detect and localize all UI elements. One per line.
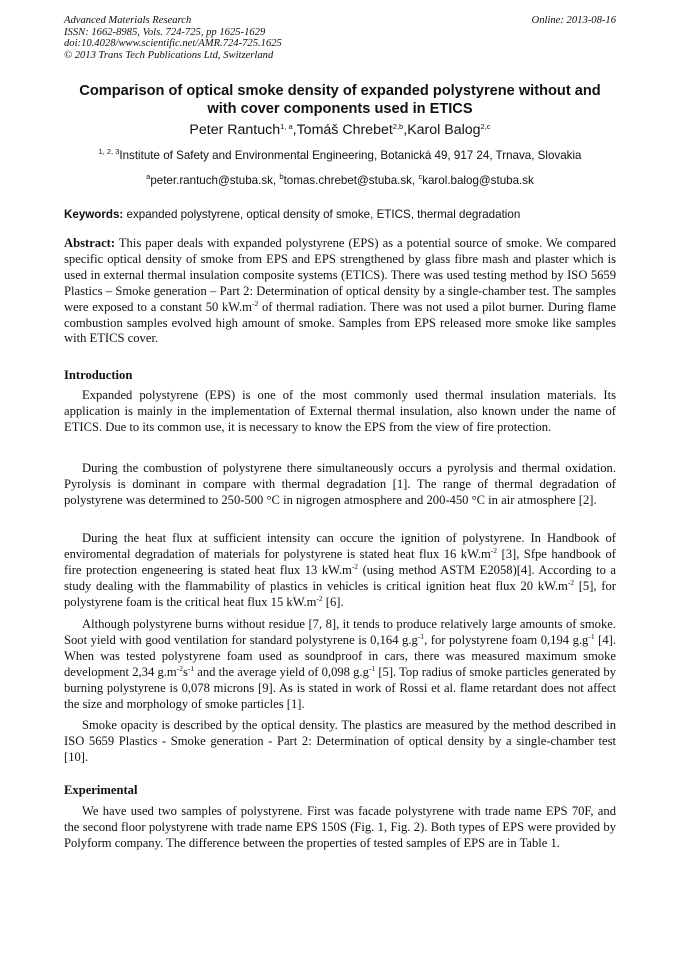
email-link[interactable]: karol.balog@stuba.sk: [422, 174, 534, 187]
paragraph-text: (using method ASTM E2058)[4]. According to a study dealing with the flammability of plastics in vehicles is critical ignition heat flux 20 kW.m: [64, 562, 616, 593]
paragraph-text: During the combustion of polystyrene there simultaneously occurs a pyrolysis and thermal oxidation. Pyrolysis is dominant in compare with thermal degradation [1]. The range of thermal degradation of polystyrene was determined to 250-500 °C in nigrogen atmosphere and 200-450 °C in air atmosphere [2].: [64, 461, 616, 507]
superscript: -2: [176, 663, 183, 673]
keywords: [64, 208, 616, 222]
superscript: -2: [316, 593, 323, 603]
paragraph-text: We have used two samples of polystyrene. First was facade polystyrene with trade name EPS 70F, and the second floor polystyrene with trade name EPS 150S (Fig. 1, Fig. 2). Both types of EPS were provided by Polyform company. The difference between the properties of tested samples of EPS are in Table 1.: [64, 804, 616, 850]
paragraph-text: , for polystyrene foam 0,194 g.g: [424, 632, 589, 647]
author-name: Peter Rantuch: [189, 122, 281, 138]
superscript: -1: [368, 663, 376, 673]
journal-name: Advanced Materials Research: [64, 15, 192, 26]
affiliation: [64, 149, 616, 163]
email-sup: b: [279, 172, 284, 181]
abstract: [64, 236, 616, 347]
email-sup: a: [146, 172, 151, 181]
abstract-text: This paper deals with expanded polystyrene (EPS) as a potential source of smoke. We compared specific optical density of smoke from EPS and EPS strengthened by glass fibre mash and plaster which is used in external thermal insulation composite systems (ETICS). There was used testing method by ISO 5659 Plastics – Smoke generation – Part 2: Determination of optical density by a single-chamber test. The samples were exposed to a constant 50 kW.m: [64, 236, 616, 314]
section-heading-experimental: Experimental: [64, 783, 138, 797]
paragraph-text: [5]. Top radius of smoke particles generated by burning polystyrene is 0,078 microns [9]. As is stated in work of Rossi et al. flame retardant does not affect the size and morphology of smoke particles [1].: [64, 664, 616, 711]
author-name: Karol Balog: [407, 122, 481, 138]
paragraph-text: [6].: [322, 594, 344, 609]
paragraph-text: and the average yield of 0,098 g.g: [194, 664, 369, 679]
experimental-paragraph-1: [64, 804, 616, 852]
introduction-paragraph-2: [64, 461, 616, 509]
copyright-line: © 2013 Trans Tech Publications Ltd, Switzerland: [64, 49, 274, 61]
journal-header: [64, 15, 616, 61]
online-date: Online: 2013-08-16: [531, 15, 616, 26]
affiliation-sup: 1, 2, 3: [98, 147, 120, 156]
paragraph-text: During the heat flux at sufficient intensity can occure the ignition of polystyrene. In Handbook of enviromental degradation of materials for polystyrene is stated heat flux 16 kW.m: [64, 531, 616, 561]
paragraph-text: s: [182, 664, 188, 679]
superscript: -2: [567, 577, 575, 587]
email-list: $^a$peter.rantuch@stuba.sk, $^b$tomas.chrebet@stuba.sk, $^c$karol.balog@stuba.sk: [146, 172, 534, 187]
author-name: Tomáš Chrebet: [296, 122, 393, 138]
introduction-paragraph-1: [64, 388, 616, 436]
affiliation-text: Institute of Safety and Environmental Engineering, Botanická 49, 917 24, Trnava, Slovakia: [119, 149, 582, 162]
superscript: -1: [187, 663, 195, 673]
paragraph-text: [3], Sfpe handbook of fire protection engeneering is stated heat flux 13 kW.m: [64, 546, 616, 577]
author-sup: 1, a: [280, 122, 293, 131]
introduction-paragraph-3: [64, 531, 616, 611]
superscript: -2: [490, 545, 498, 555]
keywords-label: Keywords:: [64, 208, 124, 221]
email-link[interactable]: peter.rantuch@stuba.sk: [150, 174, 273, 187]
email-sup: c: [418, 172, 423, 181]
introduction-paragraph-4: [64, 617, 616, 712]
section-heading-introduction: Introduction: [64, 368, 133, 382]
abstract-text: of thermal radiation. There was not used a pilot burner. During flame combustion samples evolved high amount of smoke. Samples from EPS released more smoke like samples with ETICS cover.: [64, 299, 616, 346]
author-sup: 2,c: [480, 122, 491, 131]
author-list: Peter Rantuch$^{1, a}$,Tomáš Chrebet$^{2,b}$,Karol Balog$^{2,c}$: [189, 122, 491, 138]
abstract-label: Abstract:: [64, 236, 116, 250]
paper-title: Comparison of optical smoke density of expanded polystyrene without and with cover components used in ETICS: [79, 83, 601, 117]
paragraph-text: [4]. When was tested polystyrene foam used as soundproof in cars, there was measured maximum smoke development 2,34 g.m: [64, 632, 616, 679]
superscript: -2: [251, 298, 259, 308]
introduction-paragraph-5: [64, 718, 616, 766]
superscript: -1: [417, 631, 425, 641]
doi-line: doi:10.4028/www.scientific.net/AMR.724-725.1625: [64, 38, 282, 50]
paragraph-text: Although polystyrene burns without residue [7, 8], it tends to produce relatively large amounts of smoke. Soot yield with good ventilation for standard polystyrene is 0,164 g.g: [64, 617, 616, 647]
paragraph-text: Expanded polystyrene (EPS) is one of the most commonly used thermal insulation materials. Its application is mainly in the implementation of External thermal insulation, also known under the name of ETICS. Due to its common use, it is necessary to know the EPS from the view of fire protection.: [64, 388, 616, 434]
superscript: -1: [588, 631, 595, 641]
author-sup: 2,b: [392, 122, 404, 131]
email-link[interactable]: tomas.chrebet@stuba.sk: [283, 174, 412, 187]
issn-line: ISSN: 1662-8985, Vols. 724-725, pp 1625-1629: [64, 26, 266, 38]
paragraph-text: Smoke opacity is described by the optical density. The plastics are measured by the method described in ISO 5659 Plastics - Smoke generation - Part 2: Determination of optical density by a single-chamber test [10].: [64, 718, 616, 764]
keywords-text: expanded polystyrene, optical density of smoke, ETICS, thermal degradation: [126, 208, 521, 221]
paragraph-text: [5], for polystyrene foam is the critical heat flux 15 kW.m: [64, 578, 616, 609]
superscript: -2: [351, 561, 359, 571]
